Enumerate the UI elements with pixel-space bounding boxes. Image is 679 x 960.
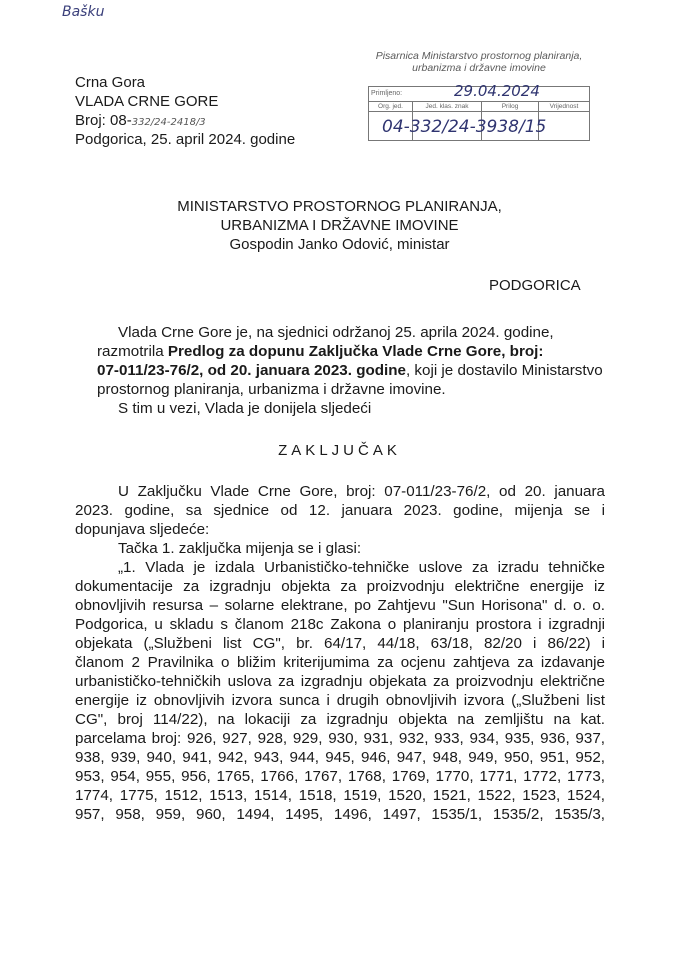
handwritten-broj: 332/24-2418/3 xyxy=(131,117,206,128)
body-line-4: Tačka 1. zaključka mijenja se i glasi: xyxy=(118,540,362,557)
body-line-11: urbanističko-tehničkih uslova za izgradnju objekata za proizvodnju električne xyxy=(75,673,605,690)
body-line-3: dopunjava sljedeće: xyxy=(75,521,210,538)
body-line-8: Podgorica, u skladu s članom 218c Zakona o planiranju prostora i izgradnji xyxy=(75,616,605,633)
body-line-14: parcelama broj: 926, 927, 928, 929, 930, 931, 932, 933, 934, 935, 936, 937, xyxy=(75,730,605,747)
stamp-title-line2: urbanizma i državne imovine xyxy=(412,62,546,74)
body-line-17: 1774, 1775, 1512, 1513, 1514, 1518, 1519, 1520, 1521, 1522, 1523, 1524, xyxy=(75,787,605,804)
body-line-18: 957, 958, 959, 960, 1494, 1495, 1496, 1497, 1535/1, 1535/2, 1535/3, xyxy=(75,806,605,823)
body-line-9: objekata („Službeni list CG", br. 64/17, 44/18, 63/18, 82/20 i 86/22) i xyxy=(75,635,605,652)
body-line-15: 938, 939, 940, 941, 942, 943, 944, 945, 946, 947, 948, 949, 950, 951, 952, xyxy=(75,749,605,766)
body-line-2: 2023. godine, sa sjednice od 12. januara 2023. godine, mijenja se i xyxy=(75,502,605,519)
recipient-city: PODGORICA xyxy=(489,277,581,294)
body-line-13: CG", broj 114/22), na lokaciji za izgradnju objekta na zemljištu na kat. xyxy=(75,711,605,728)
intro-line-3-plain: , koji je dostavilo Ministarstvo xyxy=(405,362,603,379)
conclusion-heading: ZAKLJUČAK xyxy=(278,442,401,459)
registry-stamp xyxy=(368,50,590,137)
handwritten-corner-note: Bašku xyxy=(62,4,105,20)
broj-label: Broj: 08- xyxy=(75,112,132,129)
body-line-7: obnovljivih resursa – solarne elektrane, po Zahtjevu "Sun Horisona" d. o. o. xyxy=(75,597,605,614)
document-number xyxy=(75,111,206,132)
body-line-12: energije iz obnovljivih izvora sunca i drugih obnovljivih izvora („Službeni list xyxy=(75,692,605,709)
recipient-line2: URBANIZMA I DRŽAVNE IMOVINE xyxy=(220,217,459,234)
stamp-date: 29.04.2024 xyxy=(454,82,540,100)
body-line-5: „1. Vlada je izdala Urbanističko-tehničke uslove za izradu tehničke xyxy=(118,559,605,576)
place-date: Podgorica, 25. april 2024. godine xyxy=(75,131,296,148)
recipient-line1: MINISTARSTVO PROSTORNOG PLANIRANJA, xyxy=(177,198,502,215)
intro-line-3-bold: 07-011/23-76/2, od 20. januara 2023. godine xyxy=(97,362,406,379)
intro-line-1: Vlada Crne Gore je, na sjednici održanoj 25. aprila 2024. godine, xyxy=(118,324,554,341)
body-line-16: 953, 954, 955, 956, 1765, 1766, 1767, 1768, 1769, 1770, 1771, 1772, 1773, xyxy=(75,768,605,785)
stamp-col-org: Org. jed. xyxy=(368,101,413,112)
stamp-title-line1: Pisarnica Ministarstvo prostornog planiranja, xyxy=(375,50,583,62)
stamp-registration-number: 04-332/24-3938/15 xyxy=(382,117,547,137)
stamp-col-value: Vrijednost xyxy=(538,101,590,112)
intro-line-3 xyxy=(97,361,605,381)
body-line-6: dokumentacije za izgradnju objekta za proizvodnju električne energije iz xyxy=(75,578,605,595)
stamp-col-number: Jed. klas. znak xyxy=(412,101,482,112)
country-name: Crna Gora xyxy=(75,74,146,91)
body-line-10: članom 2 Pravilnika o bližim kriterijumima za ocjenu zahtjeva za izdavanje xyxy=(75,654,605,671)
intro-line-5: S tim u vezi, Vlada je donijela sljedeći xyxy=(118,400,372,417)
government-name: VLADA CRNE GORE xyxy=(75,93,219,110)
intro-line-2-bold: Predlog za dopunu Zaključka Vlade Crne Gore, broj: xyxy=(167,343,544,360)
stamp-received-label: Primljeno: xyxy=(371,90,403,97)
recipient-line3: Gospodin Janko Odović, ministar xyxy=(229,236,450,253)
stamp-grid xyxy=(368,82,590,198)
intro-line-4: prostornog planiranja, urbanizma i državne imovine. xyxy=(97,381,446,398)
stamp-col-attach: Prilog xyxy=(481,101,539,112)
intro-line-2-plain: razmotrila xyxy=(97,343,168,360)
intro-line-2 xyxy=(97,342,605,362)
body-line-1: U Zaključku Vlade Crne Gore, broj: 07-011/23-76/2, od 20. januara xyxy=(118,483,605,500)
